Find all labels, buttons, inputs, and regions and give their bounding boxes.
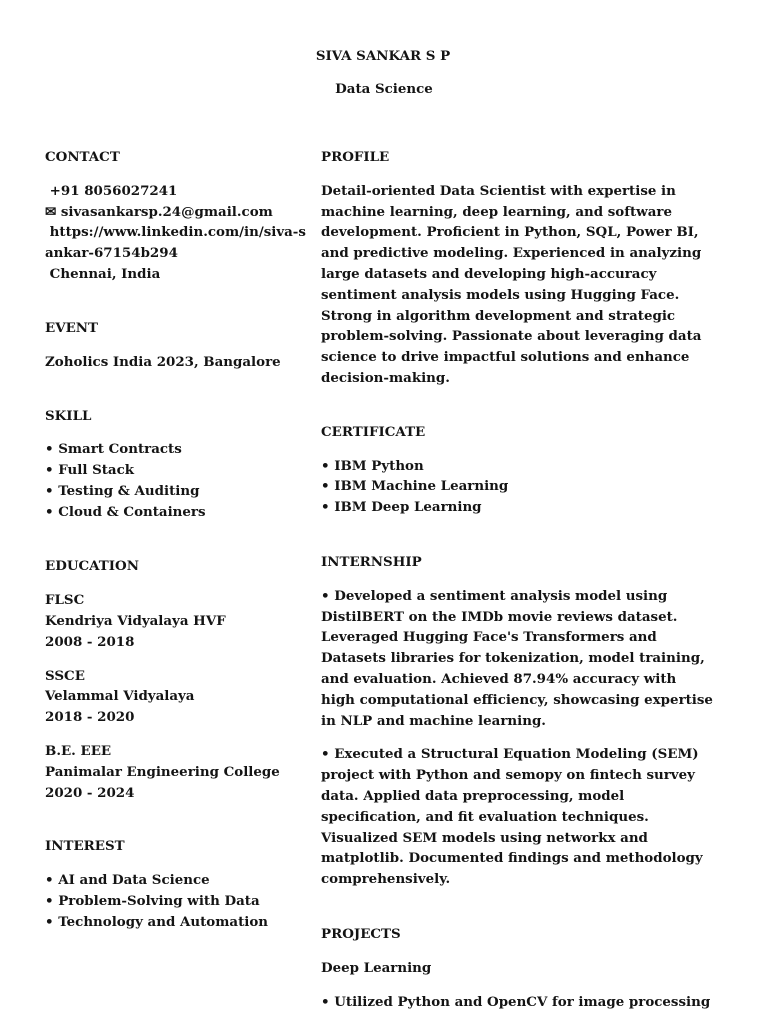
certificate-item: • IBM Deep Learning [321, 499, 482, 516]
education-years: 2008 - 2018 [45, 633, 135, 650]
event-text: Zoholics India 2023, Bangalore [45, 353, 281, 370]
education-degree: B.E. EEE [45, 742, 112, 759]
event-section [45, 318, 307, 373]
projects-subheading: Deep Learning [321, 959, 432, 976]
contact-location: Chennai, India [45, 265, 161, 282]
education-degree: FLSC [45, 592, 85, 609]
contact-linkedin: https://www.linkedin.com/in/siva-sankar-67154b294 [45, 224, 306, 262]
skill-item: • Smart Contracts [45, 441, 182, 458]
right-column [321, 147, 721, 1012]
education-years: 2018 - 2020 [45, 709, 135, 726]
left-column [45, 147, 307, 933]
skill-item: • Full Stack [45, 461, 135, 478]
contact-email: ✉ sivasankarsp.24@gmail.com [45, 203, 273, 220]
certificate-heading: CERTIFICATE [321, 423, 426, 440]
certificate-item: • IBM Machine Learning [321, 478, 509, 495]
contact-section [45, 147, 307, 285]
education-school: Panimalar Engineering College [45, 763, 280, 780]
internship-paragraph: • Executed a Structural Equation Modeling (SEM) project with Python and semopy on fintech survey data. Applied data preprocessing, model specification, and fit evaluation techniques. Visualized SEM models using networkx and matplotlib. Documented findings and methodology comprehensively. [321, 746, 703, 888]
certificate-item: • IBM Python [321, 457, 424, 474]
education-entry [45, 666, 307, 728]
interest-item: • AI and Data Science [45, 872, 210, 889]
internship-paragraph: • Developed a sentiment analysis model using DistilBERT on the IMDb movie reviews dataset. Leveraged Hugging Face's Transformers and Datasets libraries for tokenization, model training, and evaluation. Achieved 87.94% accuracy with high computational efficiency, showcasing expertise in NLP and machine learning. [321, 587, 713, 729]
internship-section [321, 552, 721, 890]
profile-section [321, 147, 721, 389]
education-years: 2020 - 2024 [45, 784, 135, 801]
projects-heading: PROJECTS [321, 925, 401, 942]
education-section [45, 556, 307, 803]
skill-heading: SKILL [45, 408, 92, 425]
projects-section [321, 924, 721, 1012]
skill-item: • Testing & Auditing [45, 482, 200, 499]
resume-title: Data Science [335, 81, 433, 97]
interest-section [45, 836, 307, 932]
profile-text: Detail-oriented Data Scientist with expertise in machine learning, deep learning, and software development. Proficient in Python, SQL, Power BI, and predictive modeling. Experienced in analyzing large datasets and developing high-accuracy sentiment analysis models using Hugging Face. Strong in algorithm development and strategic problem-solving. Passionate about leveraging data science to drive impactful solutions and enhance decision-making. [321, 182, 702, 386]
education-degree: SSCE [45, 667, 85, 684]
certificate-list [321, 456, 721, 518]
education-school: Kendriya Vidyalaya HVF [45, 612, 226, 629]
interest-list [45, 870, 307, 932]
contact-phone: +91 8056027241 [45, 182, 178, 199]
skill-list [45, 439, 307, 522]
resume-name: SIVA SANKAR S P [315, 48, 451, 64]
education-school: Velammal Vidyalaya [45, 688, 195, 705]
project-item: • Utilized Python and OpenCV for image processing [321, 993, 711, 1010]
education-heading: EDUCATION [45, 558, 139, 575]
interest-heading: INTEREST [45, 838, 125, 855]
certificate-section [321, 422, 721, 518]
profile-heading: PROFILE [321, 149, 390, 165]
education-entry [45, 741, 307, 803]
interest-item: • Technology and Automation [45, 913, 269, 930]
skill-section [45, 406, 307, 522]
event-heading: EVENT [45, 319, 99, 336]
contact-heading: CONTACT [45, 149, 120, 165]
internship-heading: INTERNSHIP [321, 553, 422, 570]
education-entry [45, 590, 307, 652]
interest-item: • Problem-Solving with Data [45, 892, 260, 909]
skill-item: • Cloud & Containers [45, 503, 206, 520]
